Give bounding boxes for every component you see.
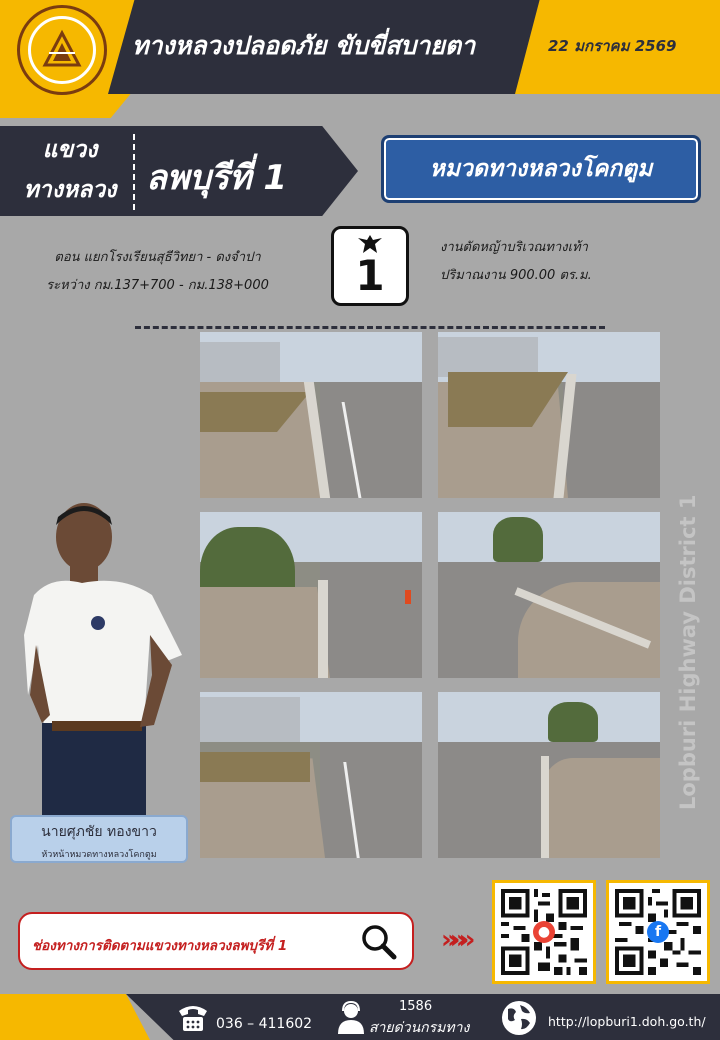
highway-route-sign (331, 226, 409, 306)
side-watermark: Lopburi Highway District 1 (676, 494, 700, 810)
footer-hotline-label: สายด่วนกรมทาง (369, 1020, 470, 1036)
footer-hotline-number[interactable]: 1586 (399, 999, 433, 1014)
footer-left-accent (0, 994, 150, 1040)
person-photo (22, 495, 192, 815)
facebook-icon: f (647, 921, 669, 943)
work-task-info (440, 234, 660, 290)
work-photo-1 (200, 332, 422, 498)
follow-channels-bar[interactable] (18, 912, 414, 970)
footer-website-link[interactable]: http://lopburi1.doh.go.th/ (548, 1014, 706, 1029)
unit-badge (381, 135, 701, 203)
dashed-divider (135, 326, 605, 329)
department-logo (17, 5, 107, 95)
district-name: ลพบุรีที่ 1 (146, 158, 287, 198)
work-photo-3 (200, 512, 422, 678)
follow-channels-text: ช่องทางการติดตามแขวงทางหลวงลพบุรีที่ 1 (32, 938, 288, 954)
qr-code-facebook[interactable] (606, 880, 710, 984)
unit-name: หมวดทางหลวงโคกตูม (429, 156, 653, 182)
district-label-line2: ทางหลวง (23, 177, 117, 203)
district-label-line1: แขวง (42, 137, 98, 163)
map-pin-icon: ● (533, 921, 555, 943)
person-name: นายศุภชัย ทองขาว (41, 824, 157, 840)
section-line-2: ระหว่าง กม.137+700 - กม.138+000 (46, 278, 269, 293)
work-photo-6 (438, 692, 660, 858)
district-separator (133, 134, 135, 210)
task-description: งานตัดหญ้าบริเวณทางเท้า (440, 240, 588, 255)
header-date: 22 มกราคม 2569 (548, 37, 677, 55)
hotline-operator-icon (334, 1000, 368, 1034)
footer-phone[interactable]: 036 – 411602 (216, 1016, 313, 1032)
person-name-card (10, 815, 188, 863)
search-icon[interactable] (360, 923, 398, 961)
section-line-1: ตอน แยกโรงเรียนสุธีวิทยา - ดงจำปา (54, 250, 261, 265)
work-photo-4 (438, 512, 660, 678)
header-title: ทางหลวงปลอดภัย ขับขี่สบายตา (132, 31, 476, 60)
person-title: หัวหน้าหมวดทางหลวงโคกตูม (41, 850, 157, 860)
work-photo-2 (438, 332, 660, 498)
route-number: 1 (355, 251, 385, 300)
work-section-info (20, 244, 295, 300)
telephone-icon (176, 1001, 210, 1035)
district-label (15, 130, 125, 210)
qr-code-map[interactable] (492, 880, 596, 984)
task-quantity: ปริมาณงาน 900.00 ตร.ม. (440, 268, 592, 283)
double-chevron-right-icon: »»» (441, 925, 468, 955)
work-photo-5 (200, 692, 422, 858)
globe-icon (500, 999, 538, 1037)
